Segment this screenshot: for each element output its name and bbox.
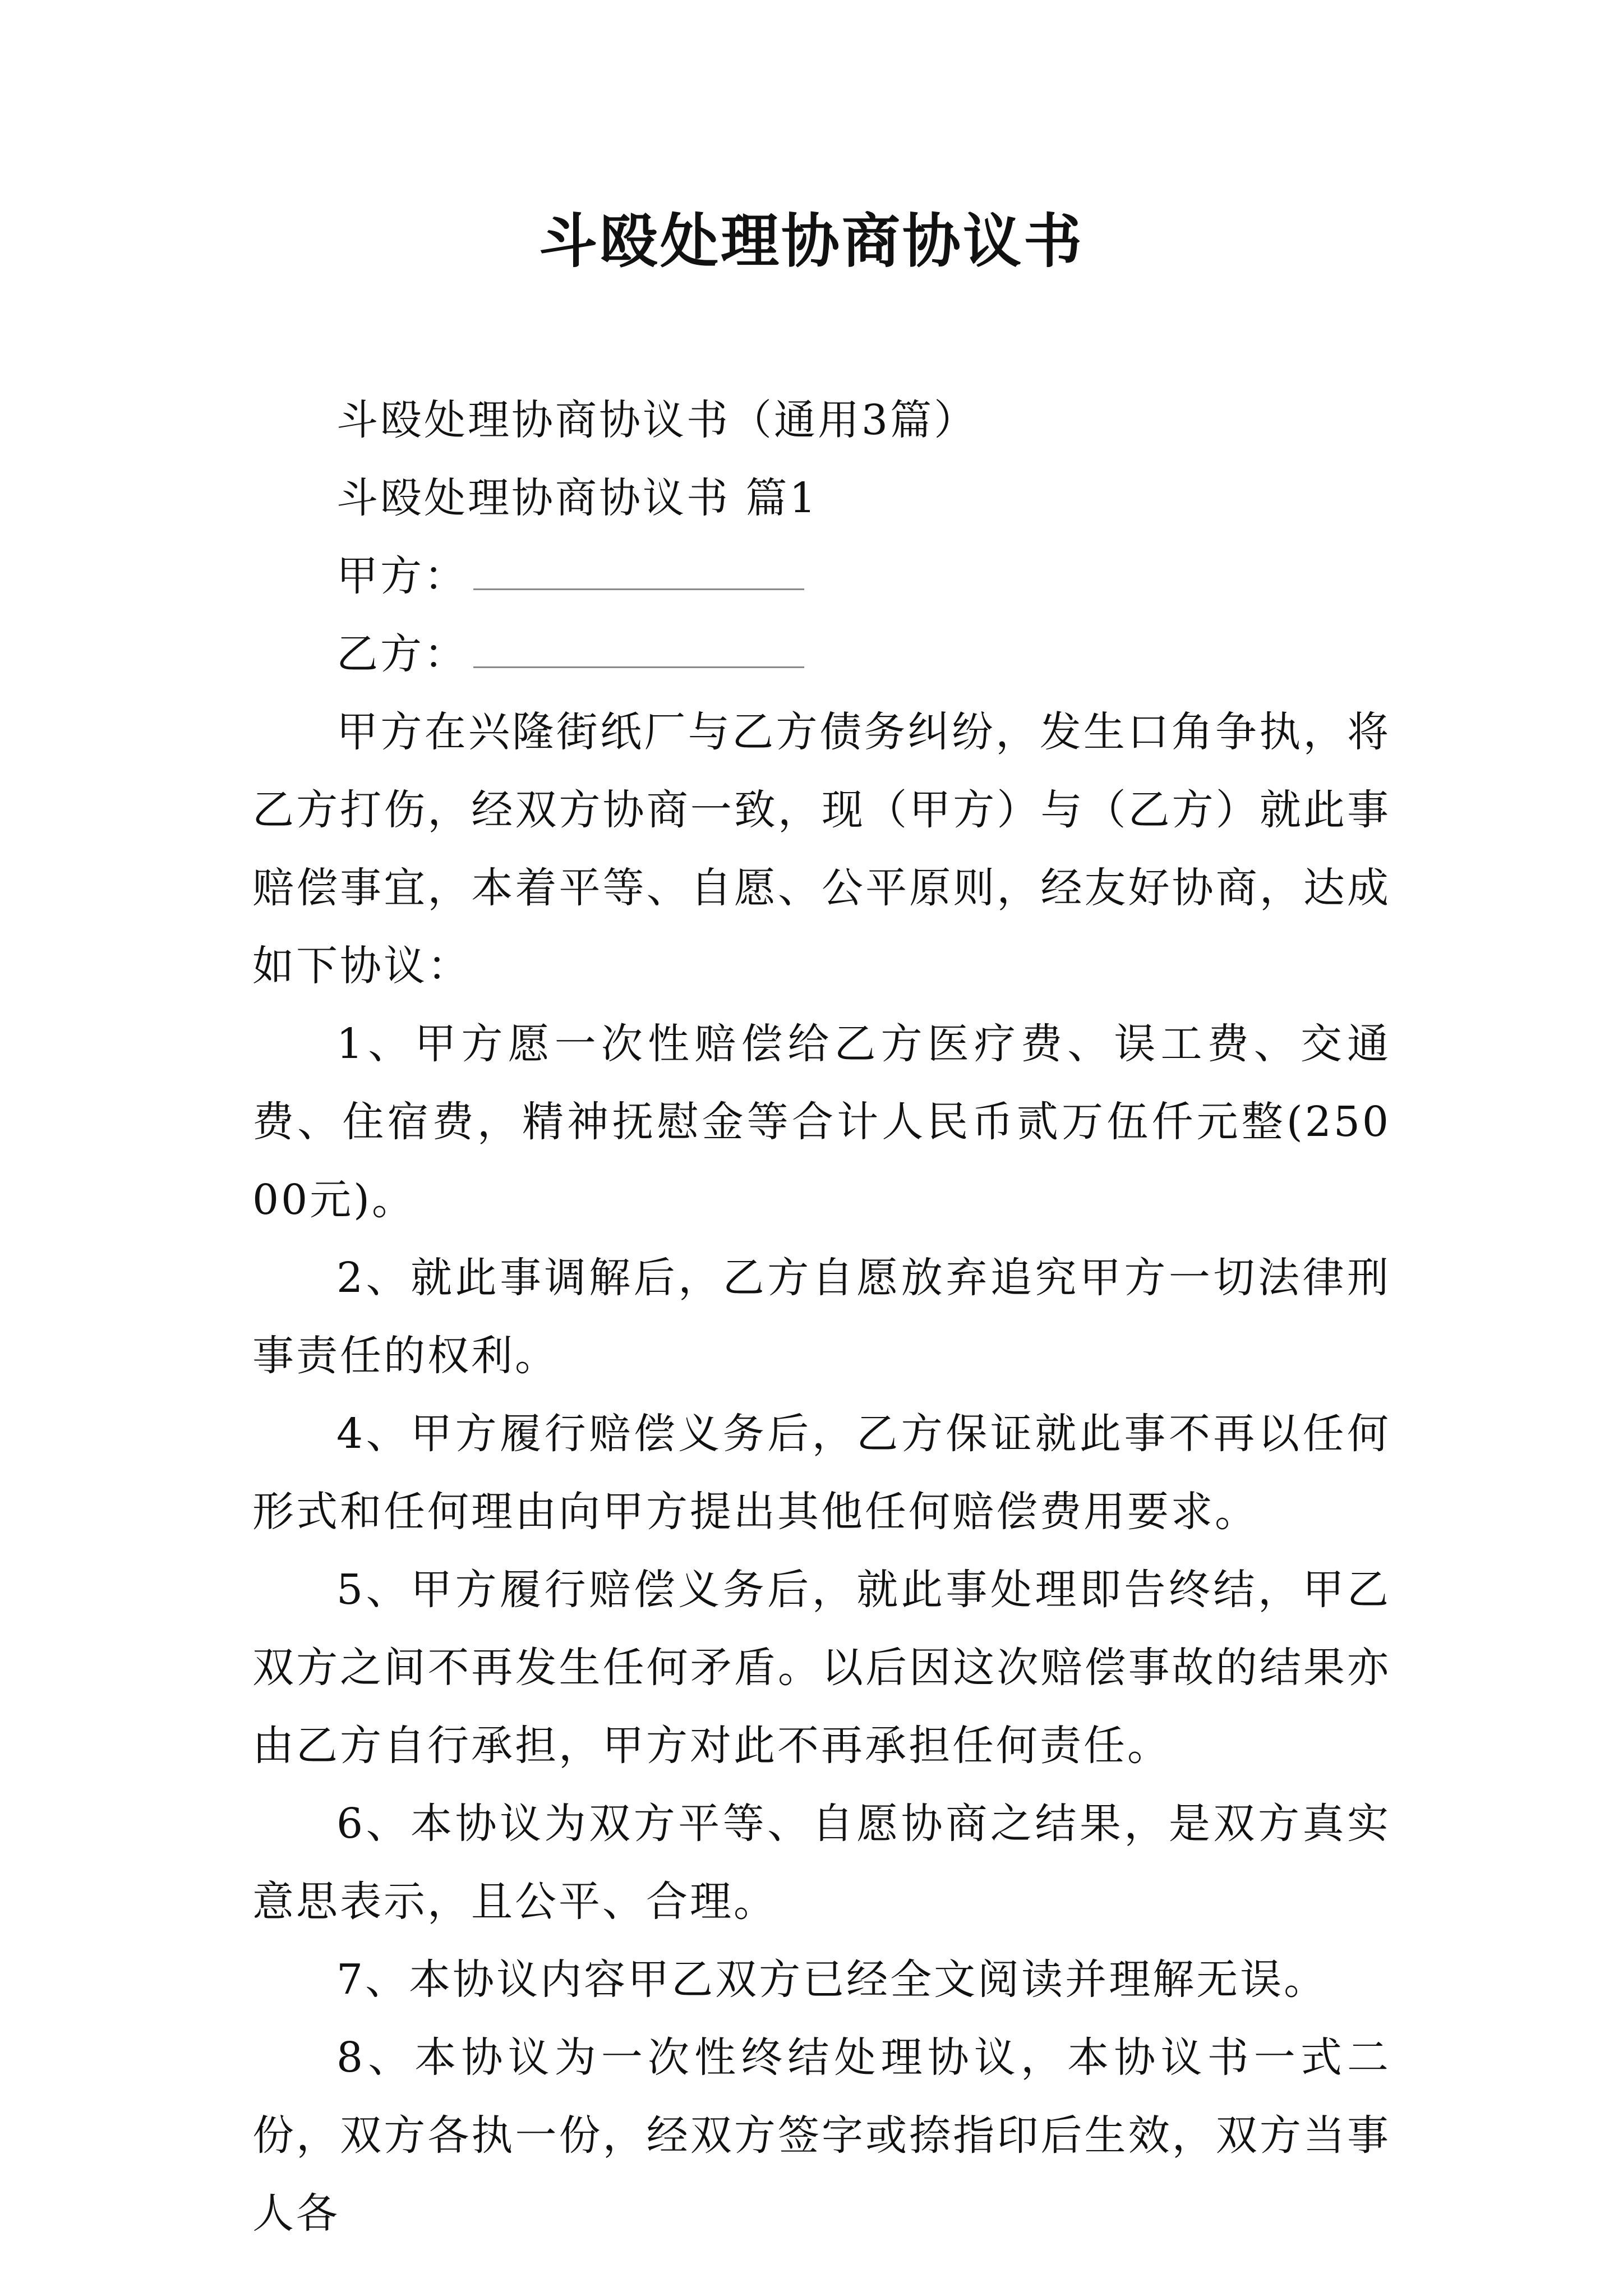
party-b-field [252, 615, 1391, 693]
document-title: 斗殴处理协商协议书 [538, 206, 1084, 275]
document-body [252, 381, 1391, 2253]
clause-2: 2、就此事调解后，乙方自愿放弃追究甲方一切法律刑事责任的权利。 [252, 1254, 1391, 1380]
clause-7: 7、本协议内容甲乙双方已经全文阅读并理解无误。 [336, 1955, 1328, 2004]
paragraph-intro: 甲方在兴隆街纸厂与乙方债务纠纷，发生口角争执，将乙方打伤，经双方协商一致，现（甲方）与（乙方）就此事赔偿事宜，本着平等、自愿、公平原则，经友好协商，达成如下协议： [252, 708, 1391, 990]
party-a-field [252, 537, 1391, 615]
document-subtitle: 斗殴处理协商协议书（通用3篇） [336, 396, 978, 444]
clause-6: 6、本协议为双方平等、自愿协商之结果，是双方真实意思表示，且公平、合理。 [252, 1800, 1391, 1926]
party-b-blank-line [473, 627, 804, 668]
party-a-blank-line [473, 549, 804, 590]
section-heading: 斗殴处理协商协议书 篇1 [336, 474, 818, 522]
clause-8: 8、本协议为一次性终结处理协议，本协议书一式二份，双方各执一份，经双方签字或捺指印后生效，双方当事人各 [252, 2033, 1391, 2238]
party-a-label: 甲方： [336, 552, 468, 600]
party-b-label: 乙方： [336, 630, 468, 678]
clause-1: 1、甲方愿一次性赔偿给乙方医疗费、误工费、交通费、住宿费，精神抚慰金等合计人民币贰万伍仟元整(25000元)。 [252, 1020, 1391, 1224]
clause-5: 5、甲方履行赔偿义务后，就此事处理即告终结，甲乙双方之间不再发生任何矛盾。以后因这次赔偿事故的结果亦由乙方自行承担，甲方对此不再承担任何责任。 [252, 1566, 1391, 1770]
clause-4: 4、甲方履行赔偿义务后，乙方保证就此事不再以任何形式和任何理由向甲方提出其他任何赔偿费用要求。 [252, 1410, 1391, 1536]
